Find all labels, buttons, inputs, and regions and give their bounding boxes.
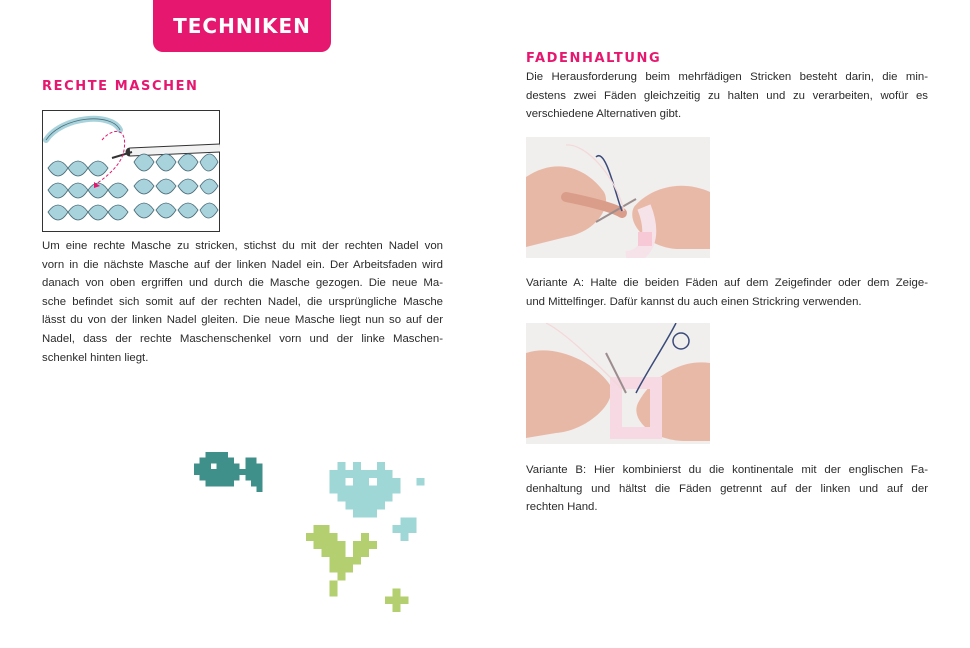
text-line: Nadel, dass der rechte Maschenschenkel vorn und der linke Maschen- [42, 332, 443, 345]
text-line: danach von oben ergriffen und durch die Masche gezogen. Die neue Ma- [42, 277, 443, 290]
variante-a-text [526, 274, 928, 311]
pixel-flower-icon [305, 462, 433, 620]
heading-rechte-maschen: RECHTE MASCHEN [42, 79, 199, 94]
section-tab-label: TECHNIKEN [173, 14, 311, 38]
photo-variante-a [526, 137, 710, 258]
text-line: Variante B: Hier kombinierst du die kontinentale mit der englischen Fa- [526, 464, 928, 476]
text-line: destens zwei Fäden gleichzeitig zu halten und zu verarbeiten, wofür es [526, 89, 928, 102]
text-line: schenkel hinten liegt. [42, 351, 149, 364]
heading-fadenhaltung: FADENHALTUNG [526, 51, 662, 66]
text-line: denhaltung und hältst die Fäden getrennt auf der linken und auf der [526, 482, 928, 495]
section-tab [153, 0, 331, 52]
variante-b-text [526, 461, 928, 517]
text-line: verschiedene Alternativen gibt. [526, 108, 682, 121]
text-line: Variante A: Halte die beiden Fäden auf dem Zeigefinder oder dem Zeige- [526, 277, 928, 289]
text-line: rechten Hand. [526, 501, 598, 514]
text-line: vorn in die nächste Masche auf der linken Nadel ein. Der Arbeitsfaden wird [42, 258, 443, 271]
pixel-fish-icon [192, 452, 270, 492]
knitting-diagram-icon [42, 110, 220, 232]
rechte-maschen-text [42, 237, 443, 367]
text-line: lässt du von der linken Nadel gleiten. Die neue Masche liegt nun so auf der [42, 314, 443, 327]
text-line: Um eine rechte Masche zu stricken, stichst du mit der rechten Nadel von [42, 240, 443, 252]
fadenhaltung-intro-text [526, 68, 928, 124]
text-line: und Mittelfinger. Dafür kannst du auch einen Strickring verwenden. [526, 295, 862, 308]
text-line: sche befindet sich somit auf der rechten Nadel, die ursprüngliche Masche [42, 295, 443, 308]
text-line: Die Herausforderung beim mehrfädigen Stricken besteht darin, die min- [526, 71, 928, 83]
photo-variante-b [526, 323, 710, 444]
